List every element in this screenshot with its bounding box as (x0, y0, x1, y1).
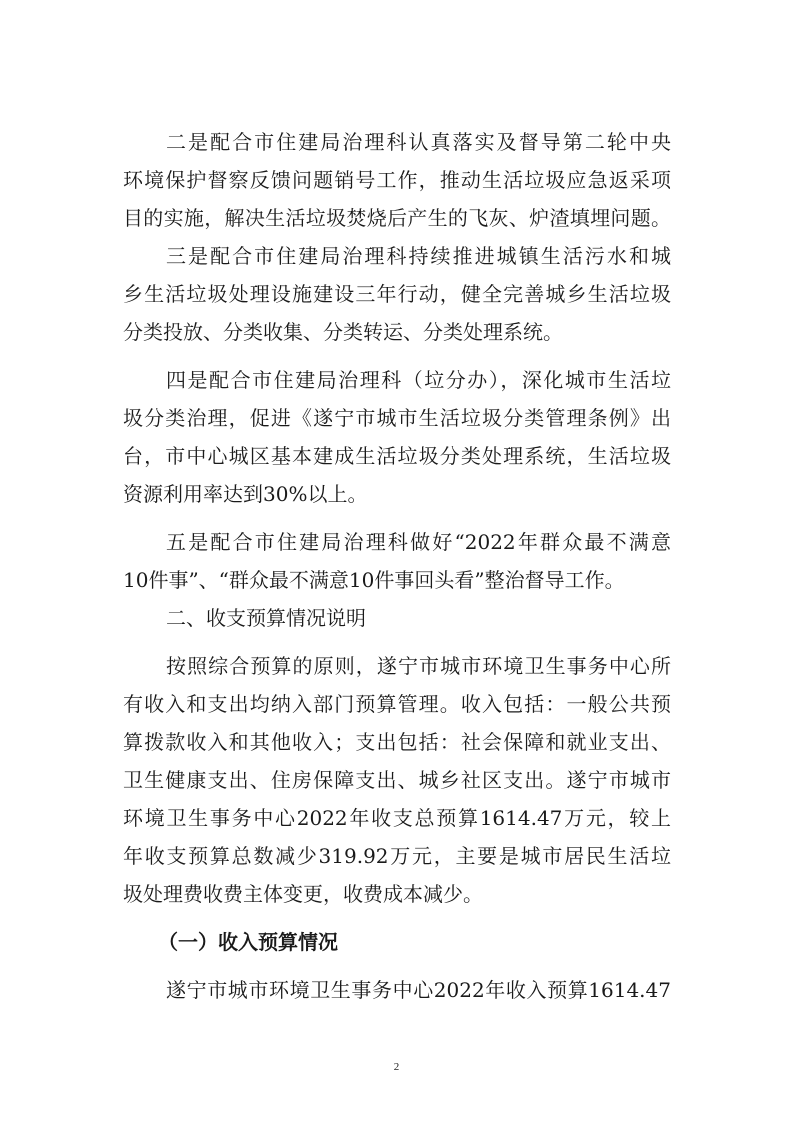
paragraph-3-line-3: 台，市中心城区基本建成生活垃圾分类处理系统，生活垃圾 (123, 444, 671, 468)
paragraph-3-line-1: 四是配合市住建局治理科（垃分办），深化城市生活垃 (166, 368, 671, 392)
section-heading: 二、收支预算情况说明 (166, 606, 366, 630)
income-paragraph-line-1: 遂宁市城市环境卫生事务中心2022年收入预算1614.47 (166, 978, 671, 1002)
paragraph-3-line-2: 圾分类治理，促进《遂宁市城市生活垃圾分类管理条例》出 (123, 406, 671, 430)
paragraph-2-line-2: 乡生活垃圾处理设施建设三年行动，健全完善城乡生活垃圾 (123, 282, 671, 306)
paragraph-4-line-1: 五是配合市住建局治理科做好“2022年群众最不满意 (166, 530, 671, 554)
budget-paragraph-line-4: 卫生健康支出、住房保障支出、城乡社区支出。遂宁市城市 (123, 768, 671, 792)
paragraph-2-line-1: 三是配合市住建局治理科持续推进城镇生活污水和城 (166, 244, 671, 268)
budget-paragraph-line-6: 年收支预算总数减少319.92万元，主要是城市居民生活垃 (123, 844, 671, 868)
paragraph-1-line-3: 目的实施，解决生活垃圾焚烧后产生的飞灰、炉渣填埋问题。 (123, 206, 671, 230)
budget-paragraph-line-5: 环境卫生事务中心2022年收支总预算1614.47万元，较上 (123, 806, 671, 830)
paragraph-2-line-3: 分类投放、分类收集、分类转运、分类处理系统。 (123, 320, 563, 344)
paragraph-1-line-2: 环境保护督察反馈问题销号工作，推动生活垃圾应急返采项 (123, 168, 671, 192)
subsection-heading: （一）收入预算情况 (158, 930, 338, 954)
paragraph-3-line-4: 资源利用率达到30%以上。 (123, 482, 368, 506)
paragraph-4-line-2: 10件事”、“群众最不满意10件事回头看”整治督导工作。 (123, 568, 625, 592)
budget-paragraph-line-2: 有收入和支出均纳入部门预算管理。收入包括：一般公共预 (123, 692, 671, 716)
page-number: 2 (393, 1061, 400, 1073)
paragraph-1-line-1: 二是配合市住建局治理科认真落实及督导第二轮中央 (166, 130, 671, 154)
budget-paragraph-line-1: 按照综合预算的原则，遂宁市城市环境卫生事务中心所 (166, 654, 671, 678)
budget-paragraph-line-7: 圾处理费收费主体变更，收费成本减少。 (123, 882, 483, 906)
budget-paragraph-line-3: 算拨款收入和其他收入；支出包括：社会保障和就业支出、 (123, 730, 671, 754)
